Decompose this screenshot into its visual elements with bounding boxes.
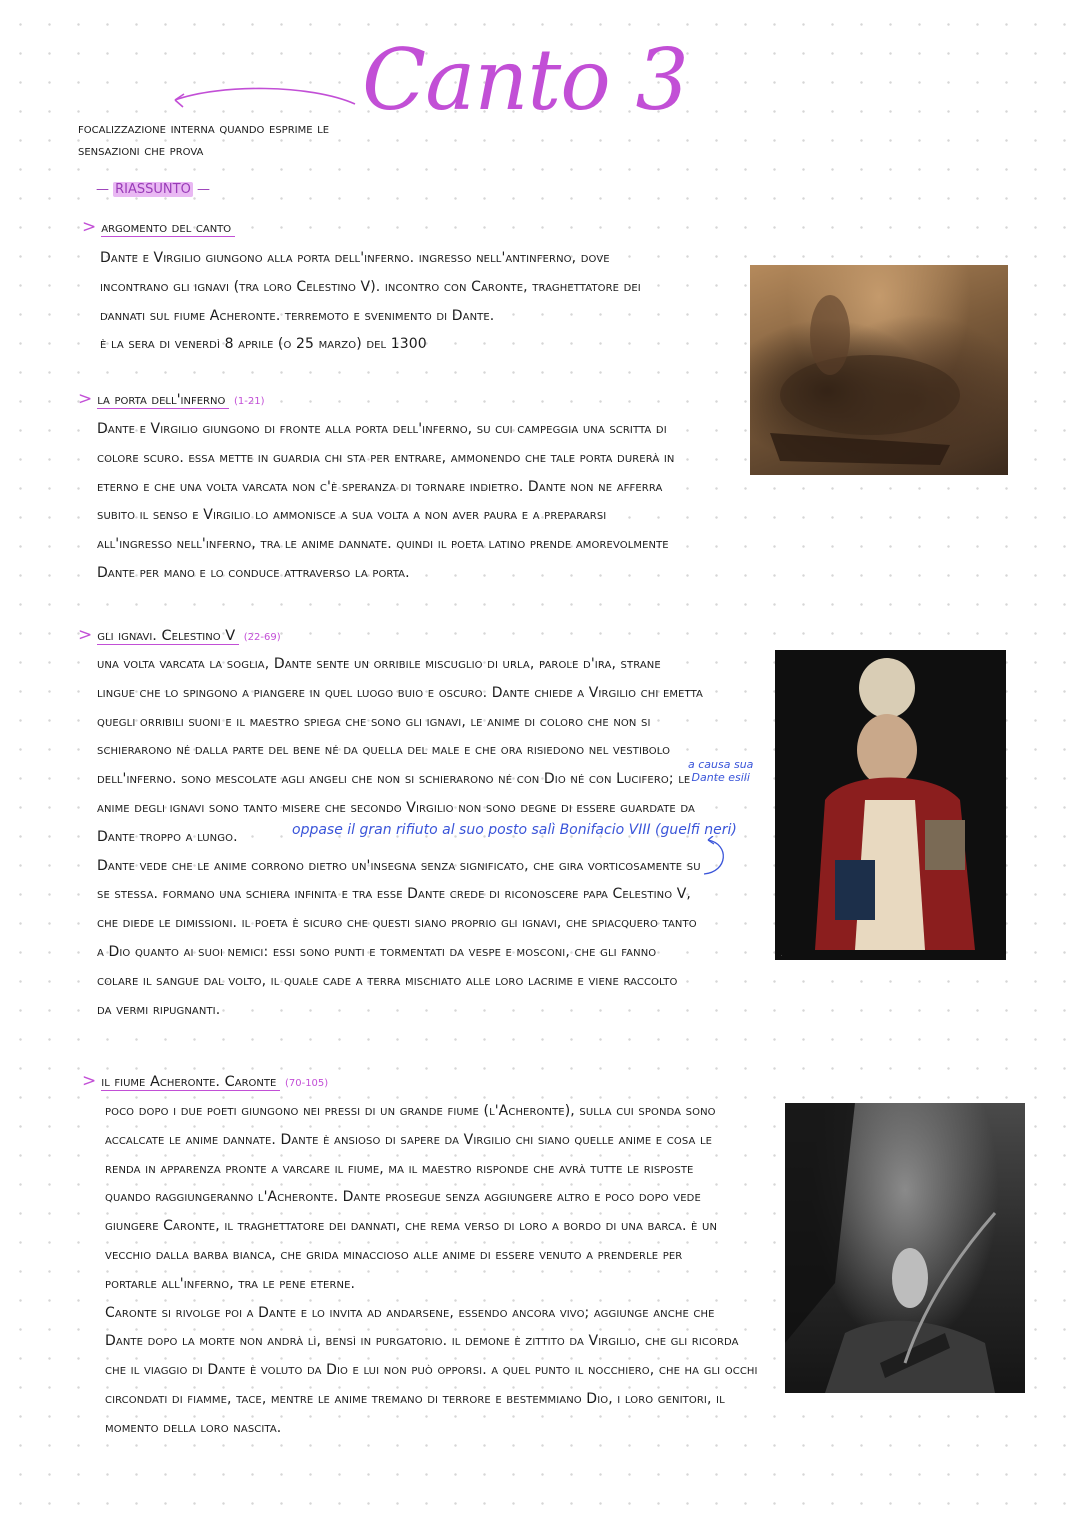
section-heading: > il fiume Acheronte. Caronte (70-105) <box>82 1071 329 1091</box>
section-heading: > argomento del canto <box>82 216 235 239</box>
section-text: poco dopo i due poeti giungono nei pressi di un grande fiume (l'Acheronte), sulla cui sponda sono accalcate le anime dannate. Dante è ansioso di sapere da Virgilio chi siano quelle anime e cosa le renda in apparenza pronte a varcare il fiume, ma il maestro risponde che avrà tutte le risposte quando raggiungeranno l'Acheronte. Dante prosegue senza aggiungere altro e poco dopo vede giungere Caronte, il traghettatore dei dannati, che rema verso di loro a bordo di una barca. è un vecchio dalla barba bianca, che grida minaccioso alle anime di essere venuto a prenderle per portarle all'inferno, tra le pene eterne. Caronte si rivolge poi a Dante e lo invita ad andarsene, essendo ancora vivo; aggiunge anche che Dante dopo la morte non andrà lì, bensì in purgatorio. il demone è zittito da Virgilio, che gli ricorda che il viaggio di Dante è voluto da Dio e lui non può opporsi. a quel punto il nocchiero, che ha gli occhi circondati di fiamme, tace, mentre le anime tremano di terrore e bestemmiano Dio, i loro genitori, il momento della loro nascita. <box>105 1103 758 1436</box>
section-heading: > gli ignavi. Celestino V (22-69) <box>78 625 281 645</box>
arrow-icon: > <box>82 1071 97 1091</box>
section-text: Dante e Virgilio giungono alla porta dell'inferno. ingresso nell'antinferno, dove incontrano gli ignavi (tra loro Celestino V). incontro con Caronte, traghettatore dei dannati sul fiume Acheronte. terremoto e svenimento di Dante. è la sera di venerdì 8 aprile (o 25 marzo) del 1300 <box>100 250 641 353</box>
arrow-icon: > <box>78 389 93 409</box>
handwritten-note: oppase il gran rifiuto al suo posto salì Bonifacio VIII (guelfi neri) <box>292 822 737 838</box>
riassunto-label: — RIASSUNTO — <box>96 182 210 197</box>
portrait-celestino-v: . <box>775 650 1006 960</box>
section-heading: > la porta dell'inferno (1-21) <box>78 389 265 409</box>
side-note: a causa sua Dante esili <box>688 758 754 784</box>
engraving-caronte <box>785 1103 1025 1393</box>
painting-charon-boat <box>750 265 1008 475</box>
intro-note: focalizzazione interna quando esprime le sensazioni che prova <box>78 121 330 159</box>
page-title: Canto 3 <box>362 31 688 129</box>
arrow-icon: > <box>78 625 93 645</box>
arrow-icon: > <box>82 217 97 237</box>
bracket-arrow-icon <box>700 836 730 880</box>
curved-arrow-icon <box>160 82 360 118</box>
section-text: una volta varcata la soglia, Dante sente un orribile miscuglio di urla, parole d'ira, strane lingue che lo spingono a piangere in quel luogo buio e oscuro. Dante chiede a Virgilio chi emetta quegli orribili suoni e il maestro spiega che sono gli ignavi, le anime di coloro che non si schierarono né dalla parte del bene né da quella del male e che ora risiedono nel vestibolo dell'inferno. sono mescolate agli angeli che non si schierarono né con Dio né con Lucifero; le anime degli ignavi sono tanto misere che secondo Virgilio non sono degne di essere guardate da Dante troppo a lungo. Dante vede che le anime corrono dietro un'insegna senza significato, che gira vorticosamente su se stessa. formano una schiera infinita e tra esse Dante crede di riconoscere papa Celestino V, che diede le dimissioni. il poeta è sicuro che questi siano proprio gli ignavi, che spiacquero tanto a Dio quanto ai suoi nemici: essi sono punti e tormentati da vespe e mosconi, che gli fanno colare il sangue dal volto, il quale cade a terra mischiato alle loro lacrime e viene raccolto da vermi ripugnanti. <box>97 656 703 1018</box>
section-text: Dante e Virgilio giungono di fronte alla porta dell'inferno, su cui campeggia una scritta di colore scuro. essa mette in guardia chi sta per entrare, ammonendo che tale porta durerà in eterno e che una volta varcata non c'è speranza di tornare indietro. Dante non ne afferra subito il senso e Virgilio lo ammonisce a sua volta a non aver paura e a prepararsi all'ingresso nell'inferno, tra le anime dannate. quindi il poeta latino prende amorevolmente Dante per mano e lo conduce attraverso la porta. <box>97 421 675 581</box>
